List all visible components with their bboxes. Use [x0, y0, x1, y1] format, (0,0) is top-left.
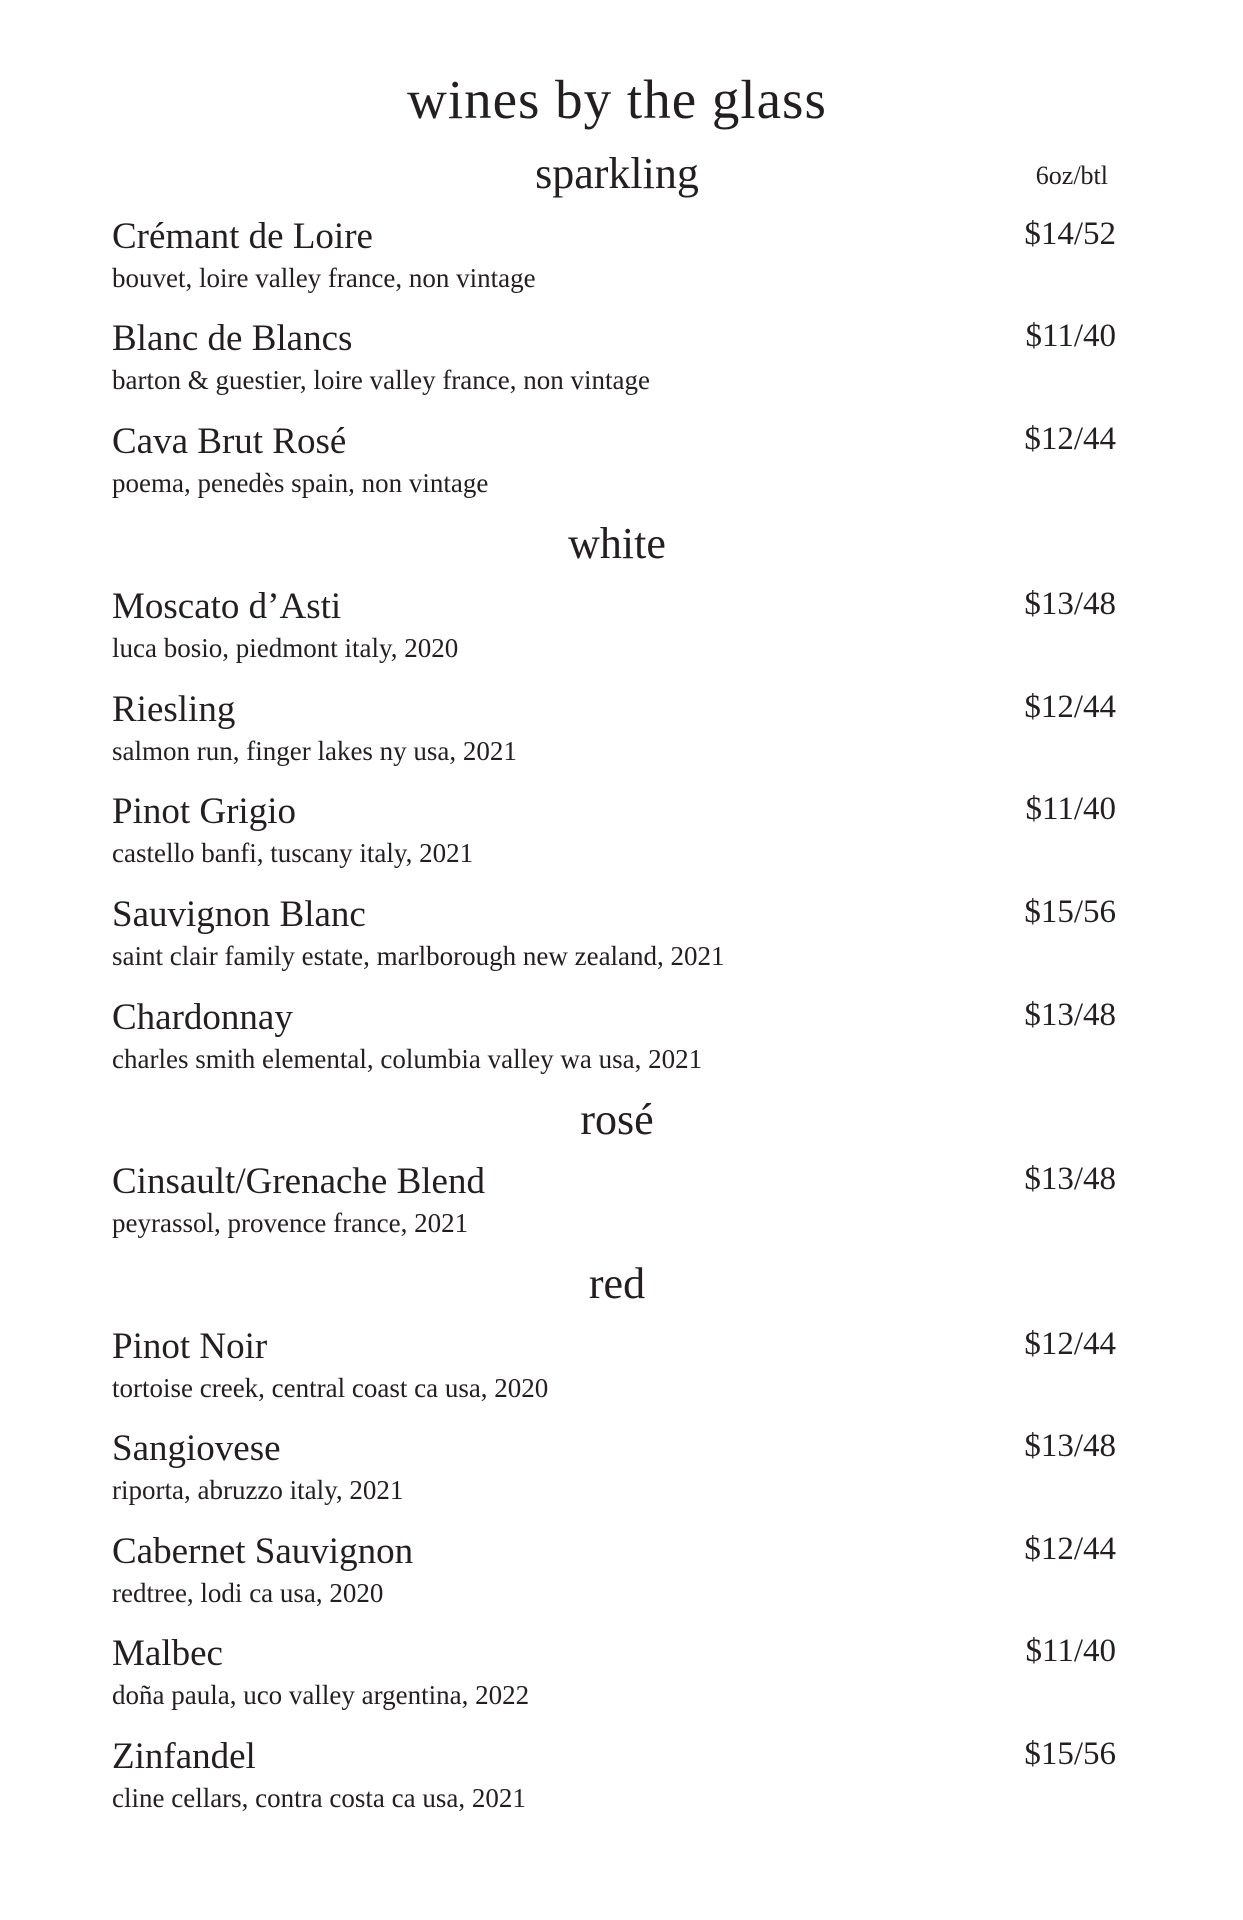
- item-price: $12/44: [1024, 1531, 1116, 1567]
- item-name: Riesling: [112, 689, 236, 730]
- item-name: Blanc de Blancs: [112, 318, 353, 359]
- item-name: Chardonnay: [112, 997, 293, 1038]
- item-price: $13/48: [1024, 586, 1116, 622]
- item-name: Sauvignon Blanc: [112, 894, 366, 935]
- item-price: $12/44: [1024, 421, 1116, 457]
- item-name: Cinsault/Grenache Blend: [112, 1161, 485, 1202]
- item-desc: barton & guestier, loire valley france, non vintage: [112, 365, 650, 395]
- item-price: $12/44: [1024, 689, 1116, 725]
- item-desc: castello banfi, tuscany italy, 2021: [112, 838, 474, 868]
- item-name: Cabernet Sauvignon: [112, 1531, 414, 1572]
- item-desc: tortoise creek, central coast ca usa, 2020: [112, 1373, 549, 1403]
- item-price: $13/48: [1024, 1161, 1116, 1197]
- menu-item: [112, 793, 1122, 883]
- item-price: $15/56: [1024, 1736, 1116, 1772]
- menu-item: [112, 691, 1122, 781]
- item-price: $14/52: [1024, 216, 1116, 252]
- menu-item: [112, 1328, 1122, 1418]
- item-desc: saint clair family estate, marlborough new zealand, 2021: [112, 941, 725, 971]
- item-price: $12/44: [1024, 1326, 1116, 1362]
- item-name: Pinot Noir: [112, 1326, 268, 1367]
- item-desc: cline cellars, contra costa ca usa, 2021: [112, 1783, 526, 1813]
- item-name: Moscato d’Asti: [112, 586, 342, 627]
- menu-item: [112, 1533, 1122, 1623]
- item-price: $11/40: [1025, 318, 1116, 354]
- menu-item: [112, 218, 1122, 308]
- item-desc: poema, penedès spain, non vintage: [112, 468, 489, 498]
- item-desc: bouvet, loire valley france, non vintage: [112, 263, 536, 293]
- item-desc: riporta, abruzzo italy, 2021: [112, 1475, 404, 1505]
- size-label: 6oz/btl: [1035, 161, 1108, 190]
- menu-title: wines by the glass: [407, 69, 827, 130]
- section-title-white: white: [568, 519, 666, 568]
- menu-item: [112, 320, 1122, 410]
- menu-item: [112, 896, 1122, 986]
- item-name: Zinfandel: [112, 1736, 256, 1777]
- item-price: $13/48: [1024, 1428, 1116, 1464]
- item-desc: peyrassol, provence france, 2021: [112, 1208, 469, 1238]
- item-desc: luca bosio, piedmont italy, 2020: [112, 633, 459, 663]
- item-desc: redtree, lodi ca usa, 2020: [112, 1578, 384, 1608]
- section-title-red: red: [588, 1259, 646, 1308]
- section-title-rose: rosé: [580, 1095, 654, 1144]
- menu-item: [112, 999, 1122, 1089]
- item-name: Pinot Grigio: [112, 791, 296, 832]
- menu-item: [112, 423, 1122, 513]
- menu-item: [112, 1635, 1122, 1725]
- section-title-sparkling: sparkling: [535, 149, 699, 198]
- item-desc: doña paula, uco valley argentina, 2022: [112, 1680, 530, 1710]
- wine-menu: [112, 0, 1122, 1920]
- item-price: $11/40: [1025, 1633, 1116, 1669]
- item-price: $11/40: [1025, 791, 1116, 827]
- item-desc: salmon run, finger lakes ny usa, 2021: [112, 736, 517, 766]
- menu-item: [112, 1163, 1122, 1253]
- menu-item: [112, 588, 1122, 678]
- item-name: Malbec: [112, 1633, 223, 1674]
- menu-item: [112, 1738, 1122, 1828]
- item-name: Crémant de Loire: [112, 216, 373, 257]
- item-name: Cava Brut Rosé: [112, 421, 347, 462]
- item-desc: charles smith elemental, columbia valley wa usa, 2021: [112, 1044, 703, 1074]
- item-name: Sangiovese: [112, 1428, 281, 1469]
- menu-item: [112, 1430, 1122, 1520]
- item-price: $15/56: [1024, 894, 1116, 930]
- item-price: $13/48: [1024, 997, 1116, 1033]
